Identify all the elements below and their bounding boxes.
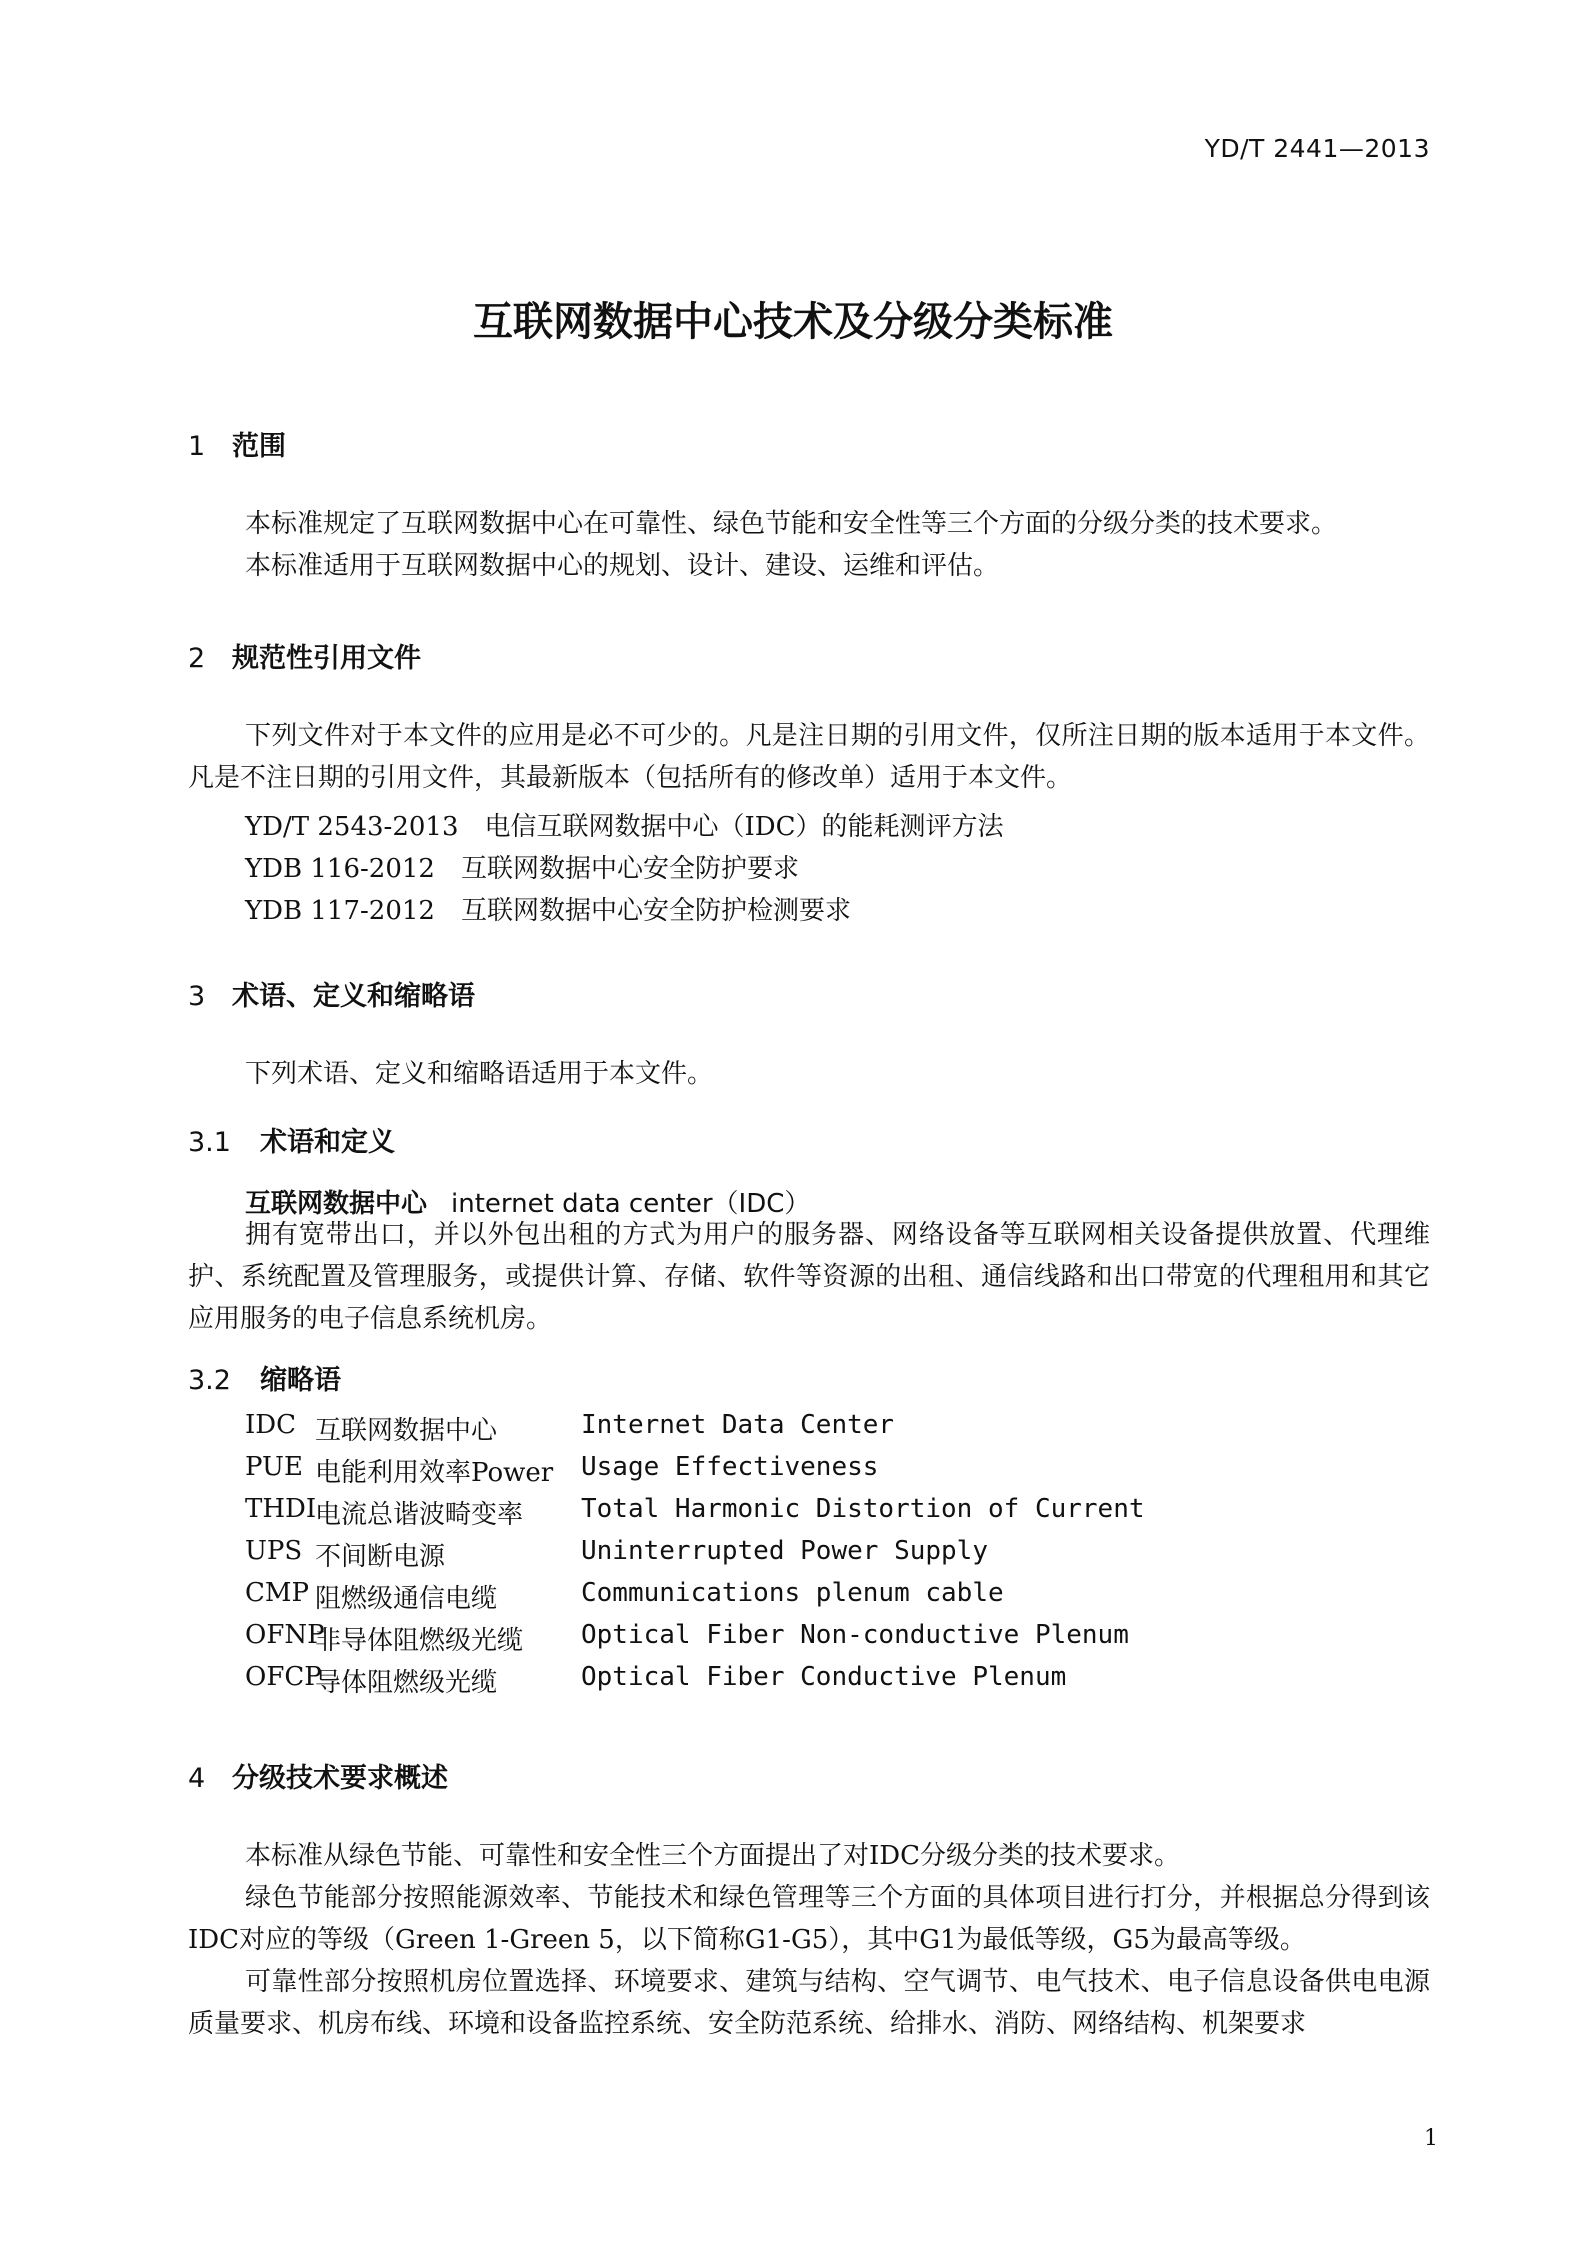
abbreviation-english: Uninterrupted Power Supply bbox=[581, 1536, 988, 1566]
abbreviation: PUE bbox=[245, 1452, 303, 1482]
page-number: 1 bbox=[1424, 2126, 1438, 2151]
abbreviation-chinese: 电能利用效率Power bbox=[315, 1458, 554, 1488]
section-4-heading bbox=[188, 1756, 448, 1795]
section-2-heading bbox=[188, 636, 421, 675]
abbreviation: OFCP bbox=[245, 1662, 322, 1692]
abbreviation: IDC bbox=[245, 1410, 297, 1440]
abbreviation-row bbox=[245, 1578, 1145, 1620]
abbreviation-row bbox=[245, 1662, 1145, 1704]
section-number: 3.1 bbox=[188, 1127, 231, 1158]
abbreviation-row bbox=[245, 1620, 1145, 1662]
abbreviation-english: Internet Data Center bbox=[581, 1410, 895, 1440]
subsection-3-1-heading bbox=[188, 1120, 395, 1159]
section-number: 3 bbox=[188, 981, 206, 1012]
abbreviation: THDI bbox=[245, 1494, 317, 1524]
abbreviation-row bbox=[245, 1410, 1145, 1452]
section-title: 术语、定义和缩略语 bbox=[232, 981, 475, 1012]
abbreviation-english: Usage Effectiveness bbox=[581, 1452, 879, 1482]
term-definition: 拥有宽带出口，并以外包出租的方式为用户的服务器、网络设备等互联网相关设备提供放置、代理维护、系统配置及管理服务，或提供计算、存储、软件等资源的出租、通信线路和出口带宽的代理租用和其它应用服务的电子信息系统机房。 bbox=[188, 1220, 1430, 1334]
subsection-3-2-heading bbox=[188, 1358, 341, 1397]
section-number: 1 bbox=[188, 431, 206, 462]
abbreviation-chinese: 导体阻燃级光缆 bbox=[315, 1668, 498, 1698]
abbreviation-row bbox=[245, 1452, 1145, 1494]
abbreviation-chinese: 电流总谐波畸变率 bbox=[315, 1500, 524, 1530]
abbreviation-chinese: 互联网数据中心 bbox=[315, 1416, 498, 1446]
paragraph: 下列文件对于本文件的应用是必不可少的。凡是注日期的引用文件，仅所注日期的版本适用于本文件。凡是不注日期的引用文件，其最新版本（包括所有的修改单）适用于本文件。 bbox=[188, 721, 1430, 793]
abbreviation-list bbox=[245, 1410, 1145, 1704]
document-title: 互联网数据中心技术及分级分类标准 bbox=[473, 299, 1113, 345]
reference-item: YD/T 2543-2013 电信互联网数据中心（IDC）的能耗测评方法 bbox=[245, 812, 1004, 842]
section-1-heading bbox=[188, 424, 286, 463]
abbreviation-chinese: 阻燃级通信电缆 bbox=[315, 1584, 498, 1614]
paragraph: 本标准规定了互联网数据中心在可靠性、绿色节能和安全性等三个方面的分级分类的技术要求。 bbox=[245, 509, 1338, 539]
section-title: 分级技术要求概述 bbox=[232, 1763, 448, 1794]
abbreviation-english: Total Harmonic Distortion of Current bbox=[581, 1494, 1145, 1524]
paragraph: 本标准适用于互联网数据中心的规划、设计、建设、运维和评估。 bbox=[245, 551, 1000, 581]
paragraph: 本标准从绿色节能、可靠性和安全性三个方面提出了对IDC分级分类的技术要求。 bbox=[245, 1841, 1181, 1871]
abbreviation-chinese: 非导体阻燃级光缆 bbox=[315, 1626, 524, 1656]
section-title: 缩略语 bbox=[260, 1365, 341, 1396]
section-number: 3.2 bbox=[188, 1365, 231, 1396]
abbreviation-english: Optical Fiber Non-conductive Plenum bbox=[581, 1620, 1129, 1650]
abbreviation: OFNP bbox=[245, 1620, 325, 1650]
abbreviation-row bbox=[245, 1536, 1145, 1578]
term-chinese: 互联网数据中心 bbox=[245, 1189, 428, 1219]
section-title: 术语和定义 bbox=[260, 1127, 395, 1158]
section-title: 规范性引用文件 bbox=[232, 643, 421, 674]
paragraph: 下列术语、定义和缩略语适用于本文件。 bbox=[245, 1059, 714, 1089]
section-3-heading bbox=[188, 974, 475, 1013]
abbreviation-row bbox=[245, 1494, 1145, 1536]
abbreviation: CMP bbox=[245, 1578, 310, 1608]
reference-item: YDB 117-2012 互联网数据中心安全防护检测要求 bbox=[245, 896, 851, 926]
paragraph: 可靠性部分按照机房位置选择、环境要求、建筑与结构、空气调节、电气技术、电子信息设备供电电源质量要求、机房布线、环境和设备监控系统、安全防范系统、给排水、消防、网络结构、机架要求 bbox=[188, 1967, 1430, 2039]
section-number: 2 bbox=[188, 643, 206, 674]
section-title: 范围 bbox=[232, 431, 286, 462]
abbreviation-chinese: 不间断电源 bbox=[315, 1542, 446, 1572]
reference-item: YDB 116-2012 互联网数据中心安全防护要求 bbox=[245, 854, 799, 884]
term-english: internet data center（IDC） bbox=[451, 1189, 811, 1219]
standard-number: YD/T 2441—2013 bbox=[1204, 134, 1430, 163]
abbreviation: UPS bbox=[245, 1536, 303, 1566]
abbreviation-english: Optical Fiber Conductive Plenum bbox=[581, 1662, 1067, 1692]
abbreviation-english: Communications plenum cable bbox=[581, 1578, 1004, 1608]
paragraph: 绿色节能部分按照能源效率、节能技术和绿色管理等三个方面的具体项目进行打分，并根据总分得到该IDC对应的等级（Green 1-Green 5，以下简称G1-G5），其中G1为最低等级，G5为最高等级。 bbox=[188, 1883, 1430, 1955]
section-number: 4 bbox=[188, 1763, 206, 1794]
